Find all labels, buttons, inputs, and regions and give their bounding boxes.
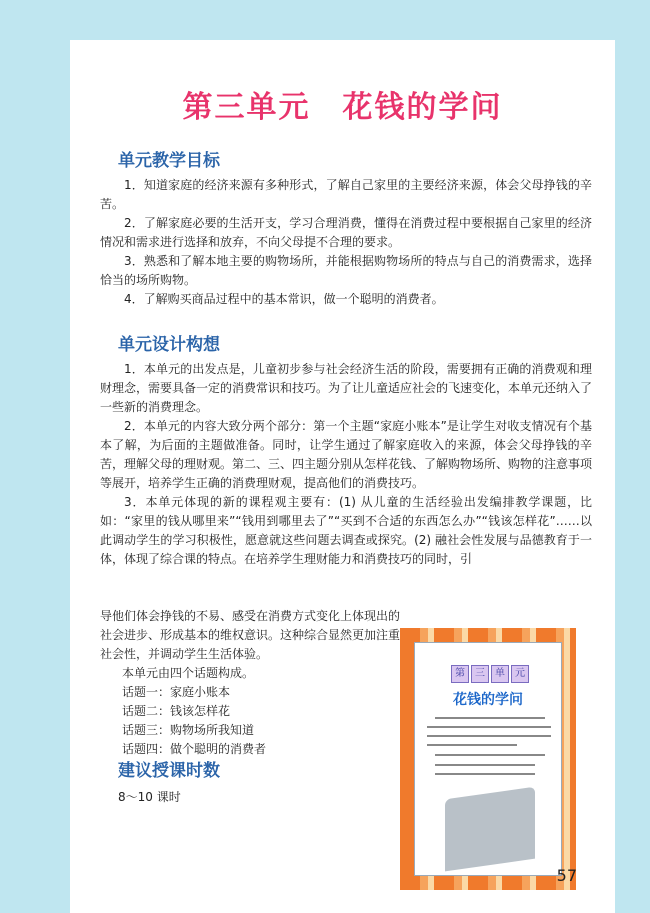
text-line (435, 754, 545, 756)
textbook-page (70, 40, 615, 913)
class-hours: 8～10 课时 (118, 790, 181, 804)
teaching-goals (100, 176, 592, 309)
text-line (427, 726, 551, 728)
concept-item: 2．本单元的内容大致分两个部分：第一个主题“家庭小账本”是让学生对收支情况有个基本了解，为后面的主题做准备。同时，让学生通过了解家庭收入的来源，体会父母挣钱的辛苦，理解父母的理财观。第二、三、四主题分别从怎样花钱、了解购物场所、购物的注意事项等展开，培养学生正确的消费理财观，提高他们的消费技巧。 (100, 419, 593, 490)
concept-item: 3．本单元体现的新的课程观主要有：(1) 从儿童的生活经验出发编排教学课题，比如：“家里的钱从哪里来”“钱用到哪里去了”“买到不合适的东西怎么办”“钱该怎样花”……以此调动学生的学习积极性，愿意就这些问题去调查或探究。(2) 融社会性发展与品德教育于一体，体现了综合课的特点。在培养学生理财能力和消费技巧的同时，引 (100, 495, 592, 566)
badge-char: 第 (451, 665, 469, 683)
heading-design-concept: 单元设计构想 (118, 335, 220, 355)
page-number: 57 (556, 866, 577, 885)
goal-item: 1．知道家庭的经济来源有多种形式，了解自己家里的主要经济来源，体会父母挣钱的辛苦。 (100, 178, 592, 211)
topic-item: 话题三：购物场所我知道 (122, 723, 255, 737)
shop-illustration (445, 787, 535, 872)
topic-item: 话题四：做个聪明的消费者 (122, 742, 267, 756)
heading-teaching-goals: 单元教学目标 (118, 151, 220, 171)
design-concept (100, 360, 592, 569)
text-line (435, 764, 535, 766)
text-line (427, 744, 517, 746)
concept-continued (100, 607, 400, 759)
unit-title: 第三单元 花钱的学问 (182, 90, 503, 125)
badge-char: 单 (491, 665, 509, 683)
thumbnail-title: 花钱的学问 (453, 692, 523, 708)
text-line (435, 717, 545, 719)
concept-item: 1．本单元的出发点是，儿童初步参与社会经济生活的阶段，需要拥有正确的消费观和理财理念，需要具备一定的消费常识和技巧。为了让儿童适应社会的飞速变化，本单元还纳入了一些新的消费理念。 (100, 362, 593, 414)
goal-item: 4．了解购买商品过程中的基本常识，做一个聪明的消费者。 (124, 292, 444, 306)
concept-item: 导他们体会挣钱的不易、感受在消费方式变化上体现出的社会进步、形成基本的维权意识。这种综合显然更加注重社会性，并调动学生生活体验。 (100, 609, 401, 661)
unit-badge (451, 665, 529, 683)
topic-item: 话题一：家庭小账本 (122, 685, 231, 699)
goal-item: 3．熟悉和了解本地主要的购物场所，并能根据购物场所的特点与自己的消费需求，选择恰当的场所购物。 (100, 254, 592, 287)
heading-class-hours: 建议授课时数 (118, 761, 220, 781)
topics-intro: 本单元由四个话题构成。 (122, 666, 255, 680)
badge-char: 三 (471, 665, 489, 683)
badge-char: 元 (511, 665, 529, 683)
topic-item: 话题二：钱该怎样花 (122, 704, 231, 718)
text-line (435, 773, 535, 775)
goal-item: 2．了解家庭必要的生活开支，学习合理消费，懂得在消费过程中要根据自己家里的经济情况和需求进行选择和放弃，不向父母提不合理的要求。 (100, 216, 592, 249)
text-line (427, 735, 551, 737)
unit-cover-thumbnail (400, 628, 576, 890)
